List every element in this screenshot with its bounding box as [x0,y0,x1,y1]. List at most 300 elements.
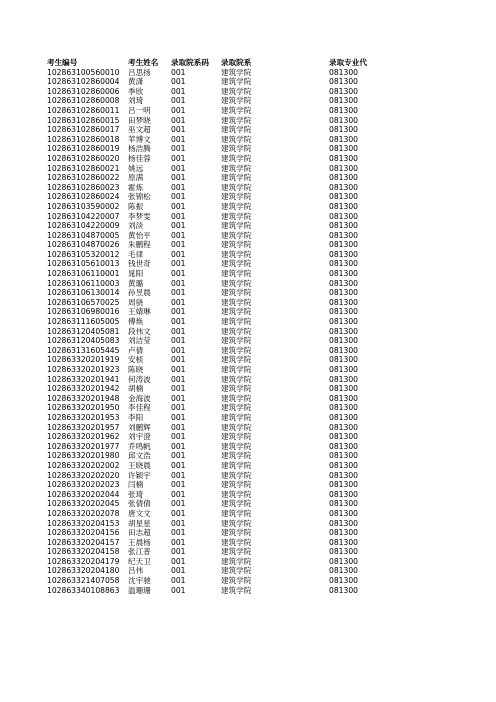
dept-code-cell: 001 [171,508,186,518]
student-name-cell: 温珊珊 [128,585,151,595]
dept-code-cell: 001 [171,355,186,365]
major-code-cell: 081300 [329,365,358,374]
exam-number-cell: 102863102860020 [47,153,120,163]
dept-code-cell: 001 [171,403,186,413]
major-code-cell: 081300 [329,441,358,451]
table-row [0,394,496,404]
dept-name-cell: 建筑学院 [221,221,252,231]
dept-name-cell: 建筑学院 [221,182,252,192]
major-code-cell: 081300 [329,412,358,422]
exam-number-cell: 102863105610013 [47,259,120,269]
student-name-cell: 王晨杨 [128,537,151,547]
table-row [0,164,496,174]
exam-number-cell: 102863102860022 [47,173,120,183]
exam-number-cell: 102863104220007 [47,211,120,221]
exam-number-cell: 102863320202020 [47,470,120,480]
table-row [0,461,496,471]
student-name-cell: 许颖宇 [128,470,151,480]
exam-number-cell: 102863320201948 [47,393,120,403]
dept-code-cell: 001 [171,221,186,231]
dept-name-cell: 建筑学院 [221,240,252,250]
exam-number-cell: 102863106110003 [47,278,120,288]
major-code-cell: 081300 [329,182,358,192]
exam-number-cell: 102863320201962 [47,432,120,442]
exam-number-cell: 102863103590002 [47,201,120,211]
exam-number-cell: 102863102860024 [47,192,120,202]
major-code-cell: 081300 [329,67,358,77]
dept-name-cell: 建筑学院 [221,384,252,394]
exam-number-cell: 102863120405083 [47,336,120,346]
table-row [0,576,496,586]
student-name-cell: 李阳 [128,412,144,422]
student-name-cell: 黄璐 [128,278,144,288]
header-dept-code: 录取院系码 [171,58,209,67]
table-row [0,125,496,135]
major-code-cell: 081300 [329,86,358,96]
table-row [0,279,496,289]
major-code-cell: 081300 [329,134,358,144]
student-name-cell: 沈宇驰 [128,576,151,586]
dept-name-cell: 建筑学院 [221,470,252,480]
table-row [0,221,496,231]
dept-code-cell: 001 [171,412,186,422]
table-row [0,490,496,500]
dept-code-cell: 001 [171,499,186,509]
table-row [0,538,496,548]
major-code-cell: 081300 [329,336,358,346]
major-code-cell: 081300 [329,393,358,403]
dept-code-cell: 001 [171,240,186,250]
dept-code-cell: 001 [171,201,186,211]
exam-number-cell: 102863320202045 [47,499,120,509]
dept-code-cell: 001 [171,432,186,442]
table-row [0,68,496,78]
exam-number-cell: 102863106110001 [47,269,120,279]
table-row [0,471,496,481]
dept-code-cell: 001 [171,470,186,480]
dept-code-cell: 001 [171,345,186,355]
table-row [0,451,496,461]
dept-code-cell: 001 [171,125,186,135]
spreadsheet-table [0,58,496,595]
dept-code-cell: 001 [171,528,186,538]
major-code-cell: 081300 [329,278,358,288]
dept-name-cell: 建筑学院 [221,576,252,586]
exam-number-cell: 102863320201942 [47,384,120,394]
table-row [0,528,496,538]
major-code-cell: 081300 [329,249,358,259]
major-code-cell: 081300 [329,460,358,470]
exam-number-cell: 102863320201941 [47,374,120,384]
dept-name-cell: 建筑学院 [221,163,252,173]
dept-name-cell: 建筑学院 [221,336,252,346]
dept-code-cell: 001 [171,374,186,384]
student-name-cell: 周骁 [128,297,144,307]
dept-name-cell: 建筑学院 [221,249,252,259]
exam-number-cell: 102863111605005 [47,317,120,327]
dept-code-cell: 001 [171,67,186,77]
dept-name-cell: 建筑学院 [221,317,252,327]
major-code-cell: 081300 [329,576,358,586]
dept-code-cell: 001 [171,556,186,566]
table-row [0,519,496,529]
table-row [0,173,496,183]
dept-name-cell: 建筑学院 [221,201,252,211]
table-row [0,144,496,154]
major-code-cell: 081300 [329,105,358,115]
table-row [0,135,496,145]
student-name-cell: 霍炼 [128,182,144,192]
student-name-cell: 钱世奇 [128,259,151,269]
dept-name-cell: 建筑学院 [221,153,252,163]
dept-name-cell: 建筑学院 [221,144,252,154]
table-row [0,566,496,576]
dept-name-cell: 建筑学院 [221,297,252,307]
major-code-cell: 081300 [329,317,358,327]
dept-name-cell: 建筑学院 [221,403,252,413]
dept-code-cell: 001 [171,173,186,183]
dept-code-cell: 001 [171,365,186,374]
exam-number-cell: 102863106570025 [47,297,120,307]
dept-code-cell: 001 [171,576,186,586]
dept-code-cell: 001 [171,393,186,403]
student-name-cell: 金海波 [128,393,151,403]
student-name-cell: 原满 [128,173,144,183]
dept-name-cell: 建筑学院 [221,345,252,355]
exam-number-cell: 102863320201950 [47,403,120,413]
dept-code-cell: 001 [171,518,186,528]
major-code-cell: 081300 [329,374,358,384]
dept-code-cell: 001 [171,317,186,327]
table-row [0,403,496,413]
exam-number-cell: 102863102860004 [47,77,120,87]
table-row [0,442,496,452]
dept-name-cell: 建筑学院 [221,422,252,432]
student-name-cell: 邱文浩 [128,451,151,461]
dept-code-cell: 001 [171,211,186,221]
dept-name-cell: 建筑学院 [221,480,252,490]
student-name-cell: 胡楠 [128,384,144,394]
header-exam-number: 考生编号 [47,58,78,67]
exam-number-cell: 102863102860021 [47,163,120,173]
student-name-cell: 乔鸣帆 [128,441,151,451]
major-code-cell: 081300 [329,297,358,307]
table-row [0,384,496,394]
dept-name-cell: 建筑学院 [221,556,252,566]
exam-number-cell: 102863320201953 [47,412,120,422]
table-row [0,499,496,509]
major-code-cell: 081300 [329,566,358,576]
major-code-cell: 081300 [329,144,358,154]
table-row [0,202,496,212]
student-name-cell: 张倩倩 [128,499,151,509]
header-student-name: 考生姓名 [128,58,159,67]
dept-code-cell: 001 [171,585,186,595]
table-row [0,116,496,126]
major-code-cell: 081300 [329,230,358,240]
dept-name-cell: 建筑学院 [221,125,252,135]
table-row [0,480,496,490]
dept-name-cell: 建筑学院 [221,269,252,279]
major-code-cell: 081300 [329,384,358,394]
dept-name-cell: 建筑学院 [221,441,252,451]
dept-name-cell: 建筑学院 [221,86,252,96]
student-name-cell: 吕思扬 [128,67,151,77]
exam-number-cell: 102863102860011 [47,105,120,115]
dept-code-cell: 001 [171,153,186,163]
dept-name-cell: 建筑学院 [221,460,252,470]
student-name-cell: 季欣 [128,86,144,96]
dept-code-cell: 001 [171,96,186,106]
exam-number-cell: 102863320204156 [47,528,120,538]
exam-number-cell: 102863102860023 [47,182,120,192]
exam-number-cell: 102863320201977 [47,441,120,451]
major-code-cell: 081300 [329,556,358,566]
exam-number-cell: 102863100560010 [47,67,120,77]
major-code-cell: 081300 [329,508,358,518]
table-row [0,509,496,519]
student-name-cell: 吕伟 [128,566,144,576]
major-code-cell: 081300 [329,192,358,202]
student-name-cell: 刘洁莹 [128,336,151,346]
dept-code-cell: 001 [171,336,186,346]
student-name-cell: 杨佳蓉 [128,153,151,163]
dept-name-cell: 建筑学院 [221,566,252,576]
student-name-cell: 唐文文 [128,508,151,518]
student-name-cell: 张琦 [128,489,144,499]
dept-code-cell: 001 [171,77,186,87]
dept-code-cell: 001 [171,144,186,154]
exam-number-cell: 102863102860008 [47,96,120,106]
student-name-cell: 张江普 [128,547,151,557]
dept-name-cell: 建筑学院 [221,365,252,374]
major-code-cell: 081300 [329,288,358,298]
student-name-cell: 黄潇 [128,77,144,87]
dept-name-cell: 建筑学院 [221,326,252,336]
student-name-cell: 李梦雯 [128,211,151,221]
dept-code-cell: 001 [171,384,186,394]
dept-name-cell: 建筑学院 [221,307,252,317]
exam-number-cell: 102863321407058 [47,576,120,586]
exam-number-cell: 102863106980016 [47,307,120,317]
dept-name-cell: 建筑学院 [221,528,252,538]
dept-code-cell: 001 [171,105,186,115]
student-name-cell: 巫文超 [128,125,151,135]
table-row [0,355,496,365]
dept-name-cell: 建筑学院 [221,374,252,384]
student-name-cell: 胡星星 [128,518,151,528]
major-code-cell: 081300 [329,153,358,163]
header-dept-name: 录取院系 [221,58,252,67]
student-name-cell: 王晓晨 [128,460,151,470]
table-row [0,547,496,557]
dept-code-cell: 001 [171,163,186,173]
exam-number-cell: 102863102860015 [47,115,120,125]
dept-code-cell: 001 [171,566,186,576]
student-name-cell: 毛律 [128,249,144,259]
table-row [0,106,496,116]
student-name-cell: 李佳程 [128,403,151,413]
major-code-cell: 081300 [329,528,358,538]
dept-code-cell: 001 [171,182,186,192]
dept-name-cell: 建筑学院 [221,393,252,403]
student-name-cell: 杨浩腾 [128,144,151,154]
dept-code-cell: 001 [171,547,186,557]
table-row [0,212,496,222]
exam-number-cell: 102863320204179 [47,556,120,566]
major-code-cell: 081300 [329,269,358,279]
major-code-cell: 081300 [329,326,358,336]
exam-number-cell: 102863320202044 [47,489,120,499]
major-code-cell: 081300 [329,96,358,106]
table-row [0,298,496,308]
dept-name-cell: 建筑学院 [221,134,252,144]
exam-number-cell: 102863102860006 [47,86,120,96]
table-row [0,269,496,279]
table-row [0,183,496,193]
student-name-cell: 田梦晓 [128,115,151,125]
exam-number-cell: 102863320202023 [47,480,120,490]
table-row [0,259,496,269]
table-row [0,307,496,317]
major-code-cell: 081300 [329,211,358,221]
dept-code-cell: 001 [171,134,186,144]
student-name-cell: 苹博文 [128,134,151,144]
dept-name-cell: 建筑学院 [221,355,252,365]
dept-code-cell: 001 [171,489,186,499]
dept-code-cell: 001 [171,297,186,307]
major-code-cell: 081300 [329,163,358,173]
table-row [0,365,496,375]
exam-number-cell: 102863320201957 [47,422,120,432]
dept-name-cell: 建筑学院 [221,499,252,509]
dept-name-cell: 建筑学院 [221,537,252,547]
major-code-cell: 081300 [329,432,358,442]
dept-name-cell: 建筑学院 [221,211,252,221]
student-name-cell: 安桢 [128,355,144,365]
major-code-cell: 081300 [329,201,358,211]
dept-name-cell: 建筑学院 [221,259,252,269]
major-code-cell: 081300 [329,77,358,87]
major-code-cell: 081300 [329,125,358,135]
dept-name-cell: 建筑学院 [221,192,252,202]
table-row [0,317,496,327]
exam-number-cell: 102863320201980 [47,451,120,461]
dept-name-cell: 建筑学院 [221,105,252,115]
exam-number-cell: 102863105320012 [47,249,120,259]
dept-code-cell: 001 [171,537,186,547]
dept-code-cell: 001 [171,451,186,461]
major-code-cell: 081300 [329,259,358,269]
table-row [0,586,496,596]
student-name-cell: 傅焕 [128,317,144,327]
dept-code-cell: 001 [171,192,186,202]
major-code-cell: 081300 [329,403,358,413]
table-row [0,432,496,442]
student-name-cell: 姚远 [128,163,144,173]
student-name-cell: 陈晓 [128,365,144,374]
major-code-cell: 081300 [329,489,358,499]
major-code-cell: 081300 [329,537,358,547]
dept-name-cell: 建筑学院 [221,412,252,422]
dept-name-cell: 建筑学院 [221,115,252,125]
dept-name-cell: 建筑学院 [221,518,252,528]
dept-code-cell: 001 [171,249,186,259]
dept-name-cell: 建筑学院 [221,451,252,461]
dept-code-cell: 001 [171,326,186,336]
major-code-cell: 081300 [329,173,358,183]
dept-code-cell: 001 [171,269,186,279]
student-name-cell: 纪天卫 [128,556,151,566]
dept-code-cell: 001 [171,441,186,451]
dept-name-cell: 建筑学院 [221,288,252,298]
dept-code-cell: 001 [171,480,186,490]
dept-name-cell: 建筑学院 [221,547,252,557]
student-name-cell: 吕一明 [128,105,151,115]
exam-number-cell: 102863104870026 [47,240,120,250]
table-body [0,68,496,596]
exam-number-cell: 102863120405081 [47,326,120,336]
student-name-cell: 黄怡平 [128,230,151,240]
dept-name-cell: 建筑学院 [221,230,252,240]
dept-code-cell: 001 [171,422,186,432]
table-row [0,96,496,106]
table-row [0,154,496,164]
table-row [0,336,496,346]
dept-code-cell: 001 [171,288,186,298]
student-name-cell: 王婧琳 [128,307,151,317]
table-row [0,423,496,433]
major-code-cell: 081300 [329,547,358,557]
major-code-cell: 081300 [329,221,358,231]
student-name-cell: 张锦松 [128,192,151,202]
exam-number-cell: 102863102860019 [47,144,120,154]
exam-number-cell: 102863320204157 [47,537,120,547]
student-name-cell: 晁阳 [128,269,144,279]
major-code-cell: 081300 [329,422,358,432]
dept-code-cell: 001 [171,86,186,96]
exam-number-cell: 102863320202002 [47,460,120,470]
major-code-cell: 081300 [329,307,358,317]
table-header-row [0,58,496,68]
major-code-cell: 081300 [329,240,358,250]
dept-name-cell: 建筑学院 [221,489,252,499]
dept-name-cell: 建筑学院 [221,67,252,77]
dept-code-cell: 001 [171,230,186,240]
major-code-cell: 081300 [329,585,358,595]
table-row [0,231,496,241]
exam-number-cell: 102863104870005 [47,230,120,240]
exam-number-cell: 102863106130014 [47,288,120,298]
dept-name-cell: 建筑学院 [221,96,252,106]
student-name-cell: 刘鹏辉 [128,422,151,432]
table-row [0,240,496,250]
exam-number-cell: 102863320204180 [47,566,120,576]
table-row [0,77,496,87]
dept-code-cell: 001 [171,115,186,125]
dept-name-cell: 建筑学院 [221,173,252,183]
student-name-cell: 刘琦 [128,96,144,106]
major-code-cell: 081300 [329,355,358,365]
table-row [0,87,496,97]
major-code-cell: 081300 [329,480,358,490]
exam-number-cell: 102863320204153 [47,518,120,528]
dept-code-cell: 001 [171,460,186,470]
table-row [0,327,496,337]
major-code-cell: 081300 [329,115,358,125]
exam-number-cell: 102863320202078 [47,508,120,518]
dept-name-cell: 建筑学院 [221,77,252,87]
